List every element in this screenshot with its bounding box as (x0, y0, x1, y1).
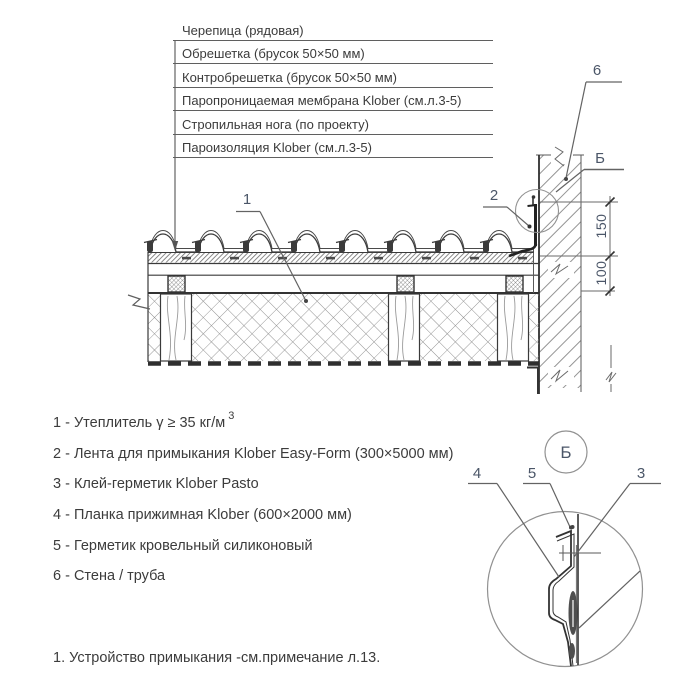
callout-label: Паропроницаемая мембрана Klober (см.л.3-5) (182, 93, 462, 108)
insulation-hatch (148, 294, 539, 361)
marker-3: 3 (636, 465, 646, 482)
counter-battens (168, 276, 523, 292)
callout-batten (173, 41, 493, 65)
detail-b-title: Б (560, 443, 572, 462)
legend-text: 4 - Планка прижимная Klober (600×2000 мм) (53, 507, 352, 524)
roof-layers (128, 248, 539, 394)
dimension-150: 150 (593, 213, 609, 239)
legend-text: 1 - Утеплитель γ ≥ 35 кг/м (53, 415, 226, 432)
callout-vapour-barrier (173, 135, 493, 159)
callout-label: Черепица (рядовая) (182, 22, 304, 38)
callout-label: Обрешетка (брусок 50×50 мм) (182, 46, 365, 61)
marker-2: 2 (489, 187, 499, 204)
marker-b-ref: Б (595, 150, 605, 167)
marker-4: 4 (472, 465, 482, 482)
marker-6: 6 (592, 62, 602, 79)
tile-hooks (147, 241, 489, 252)
legend-item-5 (53, 530, 523, 561)
legend-text: 3 - Клей-герметик Klober Pasto (53, 476, 259, 493)
callout-label: Пароизоляция Klober (см.л.3-5) (182, 140, 372, 155)
wall-section (536, 144, 584, 394)
callout-counter-batten (173, 64, 493, 88)
legend-item-1 (53, 408, 523, 439)
legend-text: 5 - Герметик кровельный силиконовый (53, 537, 313, 554)
legend-item-6 (53, 561, 523, 592)
callout-label: Стропильная нога (по проекту) (182, 116, 369, 132)
callout-tile (173, 17, 493, 41)
marker-5: 5 (527, 465, 537, 482)
legend-item-4 (53, 500, 523, 531)
callout-rafter (173, 111, 493, 135)
legend (53, 408, 523, 592)
layer-callouts (173, 17, 493, 158)
legend-item-3 (53, 469, 523, 500)
dimension-100: 100 (593, 260, 609, 286)
legend-item-2 (53, 439, 523, 470)
tile-profile (144, 231, 534, 253)
legend-superscript: 3 (228, 410, 235, 423)
legend-text: 6 - Стена / труба (53, 568, 166, 585)
marker-1: 1 (242, 191, 252, 208)
note: 1. Устройство примыкания -см.примечание л.13. (53, 650, 381, 666)
legend-text: 2 - Лента для примыкания Klober Easy-Form (300×5000 мм) (53, 445, 454, 462)
callout-membrane (173, 88, 493, 112)
callout-label: Контробрешетка (брусок 50×50 мм) (182, 69, 398, 85)
